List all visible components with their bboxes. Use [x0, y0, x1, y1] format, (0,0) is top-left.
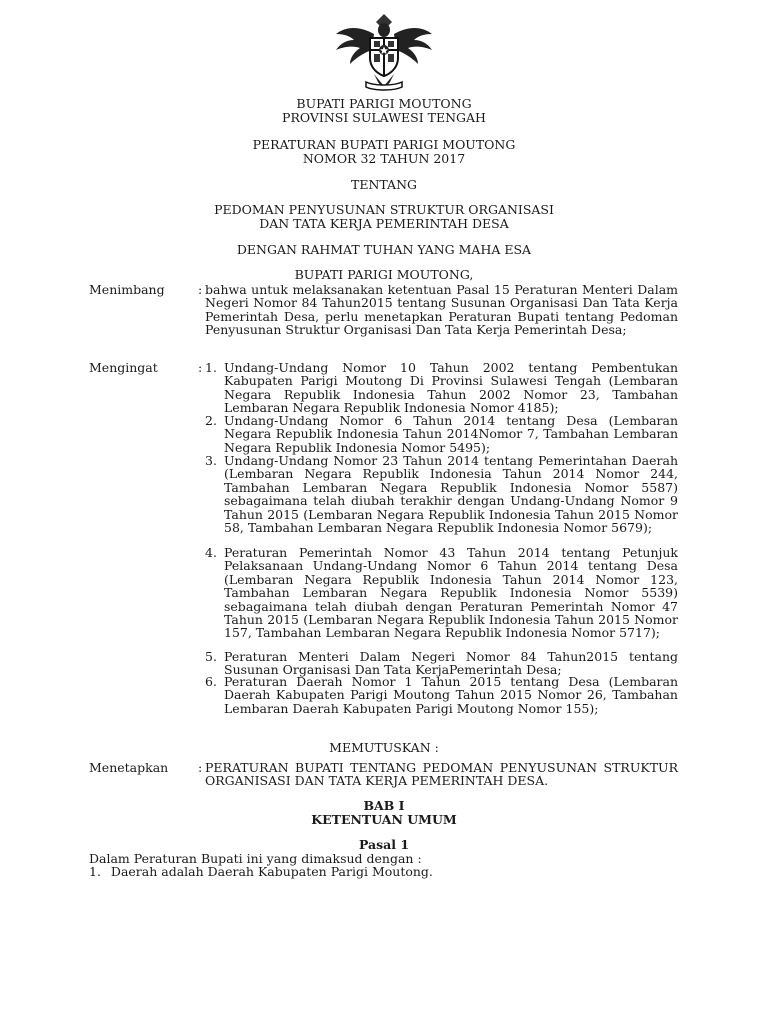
item-number: 1. — [205, 360, 217, 375]
mengingat-item-5 — [205, 650, 678, 677]
item-number: 5. — [205, 649, 217, 664]
bab-number: BAB I — [363, 798, 405, 813]
memutuskan-heading: MEMUTUSKAN : — [329, 740, 439, 755]
garuda-emblem-icon — [330, 12, 438, 92]
item-number: 4. — [205, 545, 217, 560]
mengingat-item-6 — [205, 675, 678, 715]
item-text: Peraturan Daerah Nomor 1 Tahun 2015 tentang Desa (Lembaran Daerah Kabupaten Parigi Moutong Tahun 2015 Nomor 26, Tambahan Lembaran Daerah Kabupaten Parigi Moutong Nomor 155); — [224, 674, 678, 716]
item-text: Undang-Undang Nomor 10 Tahun 2002 tentang Pembentukan Kabupaten Parigi Moutong Di Provinsi Sulawesi Tengah (Lembaran Negara Republik Indonesia Tahun 2002 Nomor 23, Tambahan Lembaran Negara Republik Indonesia Nomor 4185); — [224, 360, 678, 416]
menetapkan-label: Menetapkan — [89, 760, 169, 775]
regulation-title: PERATURAN BUPATI PARIGI MOUTONG — [252, 137, 516, 152]
pasal-item-1 — [89, 865, 433, 878]
mengingat-item-3 — [205, 454, 678, 534]
pasal-intro: Dalam Peraturan Bupati ini yang dimaksud dengan : — [89, 851, 422, 866]
item-text: Daerah adalah Daerah Kabupaten Parigi Moutong. — [110, 864, 433, 879]
official-line: BUPATI PARIGI MOUTONG, — [294, 267, 474, 282]
header-line2: PROVINSI SULAWESI TENGAH — [282, 110, 486, 125]
mengingat-item-2 — [205, 414, 678, 454]
item-number: 1. — [89, 864, 101, 879]
bab-title: KETENTUAN UMUM — [311, 812, 457, 827]
item-number: 2. — [205, 413, 217, 428]
mengingat-item-4 — [205, 546, 678, 640]
mengingat-item-1 — [205, 361, 678, 415]
item-text: Undang-Undang Nomor 23 Tahun 2014 tentang Pemerintahan Daerah (Lembaran Negara Republik Indonesia Tahun 2014 Nomor 244, Tambahan Lembaran Negara Republik Indonesia Nomor 5587) sebagaimana telah diubah terakhir dengan Undang-Undang Nomor 9 Tahun 2015 (Lembaran Negara Republik Indonesia Tahun 2015 Nomor 58, Tambahan Lembaran Negara Republik Indonesia Nomor 5679); — [224, 453, 678, 536]
header-line1: BUPATI PARIGI MOUTONG — [296, 96, 472, 111]
menimbang-label: Menimbang — [89, 282, 165, 297]
about-label: TENTANG — [350, 177, 417, 192]
subject-line2: DAN TATA KERJA PEMERINTAH DESA — [259, 216, 509, 231]
menimbang-colon: : — [198, 282, 203, 297]
item-text: Peraturan Menteri Dalam Negeri Nomor 84 Tahun2015 tentang Susunan Organisasi Dan Tata KerjaPemerintah Desa; — [224, 649, 678, 678]
subject-line1: PEDOMAN PENYUSUNAN STRUKTUR ORGANISASI — [214, 202, 554, 217]
item-text: Peraturan Pemerintah Nomor 43 Tahun 2014 tentang Petunjuk Pelaksanaan Undang-Undang Nomor 6 Tahun 2014 tentang Desa (Lembaran Negara Republik Indonesia Tahun 2014 Nomor 123, Tambahan Lembaran Negara Republik Indonesia Nomor 5539) sebagaimana telah diubah dengan Peraturan Pemerintah Nomor 47 Tahun 2015 (Lembaran Negara Republik Indonesia Tahun 2015 Nomor 157, Tambahan Lembaran Negara Republik Indonesia Nomor 5717); — [224, 545, 678, 641]
item-number: 6. — [205, 674, 217, 689]
mengingat-label: Mengingat — [89, 360, 158, 375]
regulation-number: NOMOR 32 TAHUN 2017 — [302, 151, 466, 166]
menetapkan-colon: : — [198, 760, 203, 775]
grace-line: DENGAN RAHMAT TUHAN YANG MAHA ESA — [236, 242, 532, 257]
item-number: 3. — [205, 453, 217, 468]
item-text: Undang-Undang Nomor 6 Tahun 2014 tentang Desa (Lembaran Negara Republik Indonesia Tahun 2014Nomor 7, Tambahan Lembaran Negara Republik Indonesia Nomor 5495); — [224, 413, 678, 455]
menimbang-text: bahwa untuk melaksanakan ketentuan Pasal 15 Peraturan Menteri Dalam Negeri Nomor 84 Tahun2015 tentang Susunan Organisasi Dan Tata Kerja Pemerintah Desa, perlu menetapkan Peraturan Bupati tentang Pedoman Penyusunan Struktur Organisasi Dan Tata Kerja Pemerintah Desa; — [205, 282, 678, 338]
mengingat-colon: : — [198, 360, 203, 375]
pasal-title: Pasal 1 — [358, 837, 410, 852]
menetapkan-text: PERATURAN BUPATI TENTANG PEDOMAN PENYUSUNAN STRUKTUR ORGANISASI DAN TATA KERJA PEMERINTAH DESA. — [205, 760, 678, 789]
